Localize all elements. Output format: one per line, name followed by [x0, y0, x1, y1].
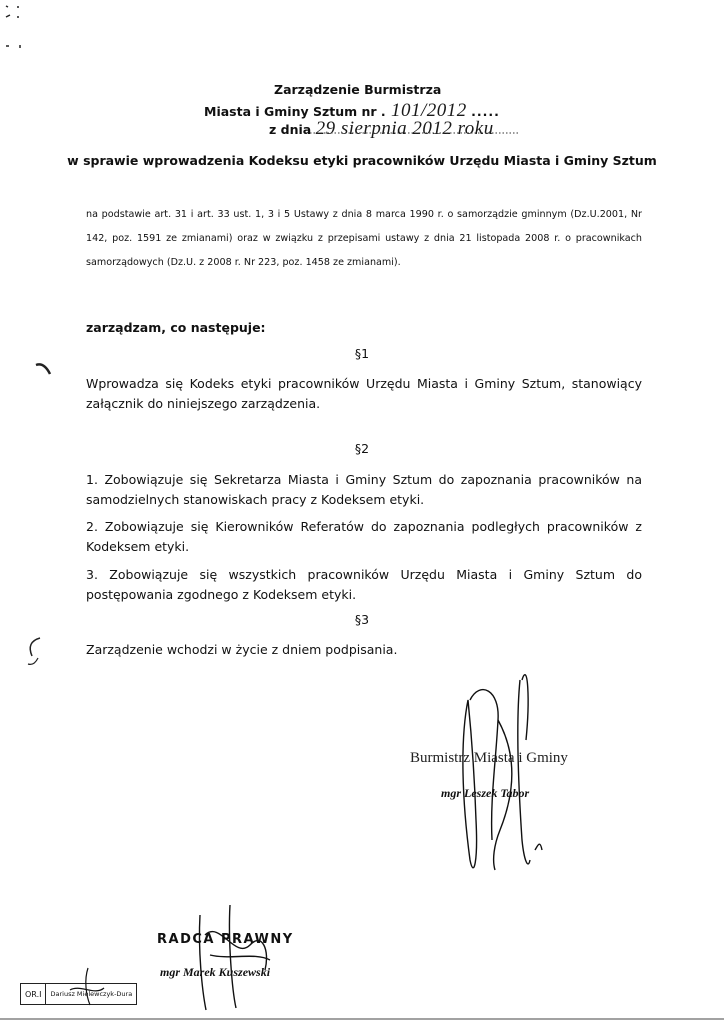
subject-line: w sprawie wprowadzenia Kodeksu etyki pracowników Urzędu Miasta i Gminy Sztum [67, 153, 657, 168]
section-2-item-1: 1. Zobowiązuje się Sekretarza Miasta i Gminy Sztum do zapoznania pracowników na samodzielnych stanowiskach pracy z Kodeksem etyki. [86, 472, 642, 507]
handwritten-date: 29 sierpnia 2012 roku [315, 118, 494, 139]
header-line-1: Zarządzenie Burmistrza [274, 82, 442, 97]
registry-stamp [20, 983, 137, 1005]
legal-counsel-name: mgr Marek Kuszewski [160, 965, 271, 979]
legal-counsel-title: RADCA PRAWNY [157, 932, 294, 947]
section-1-label: §1 [354, 346, 370, 361]
header-date-prefix: z dnia [269, 122, 312, 137]
section-2-item-2: 2. Zobowiązuje się Kierowników Referatów do zapoznania podległych pracowników z Kodeksem etyki. [86, 519, 642, 554]
section-3-text: Zarządzenie wchodzi w życie z dniem podpisania. [86, 642, 398, 657]
decree-phrase: zarządzam, co następuje: [86, 320, 266, 335]
mayor-name: mgr Leszek Tabor [441, 786, 530, 800]
section-2-label: §2 [354, 441, 370, 456]
legal-basis: na podstawie art. 31 i art. 33 ust. 1, 3 i 5 Ustawy z dnia 8 marca 1990 r. o samorządzie gminnym (Dz.U.2001, Nr 142, poz. 1591 ze zmianami) oraz w związku z przepisami ustawy z dnia 21 listopada 2008 r. o pracownikach samorządowych (Dz.U. z 2008 r. Nr 223, poz. 1458 ze zmianami). [86, 209, 642, 268]
mayor-title: Burmistrz Miasta i Gminy [410, 750, 568, 766]
mayor-signature-icon [463, 675, 542, 870]
header-line-3 [269, 118, 494, 140]
header-number-trail-dots: ..... [471, 104, 500, 119]
section-2-item-3: 3. Zobowiązuje się wszystkich pracowników Urzędu Miasta i Gminy Sztum do postępowania zgodnego z Kodeksem etyki. [86, 567, 642, 602]
header-number-dots: . [380, 104, 387, 119]
stamp-code: OR.I [25, 989, 42, 999]
handwritten-number: 101/2012 [391, 100, 467, 121]
header-number-prefix: Miasta i Gminy Sztum nr [204, 104, 377, 119]
section-3-label: §3 [354, 612, 370, 627]
stamp-text: Dariusz Mielewczyk-Dura [45, 984, 136, 1004]
legal-counsel-signature-icon [199, 905, 270, 1010]
section-1-text: Wprowadza się Kodeks etyki pracowników Urzędu Miasta i Gminy Sztum, stanowiący załącznik do niniejszego zarządzenia. [86, 376, 642, 411]
margin-marks [6, 6, 50, 664]
